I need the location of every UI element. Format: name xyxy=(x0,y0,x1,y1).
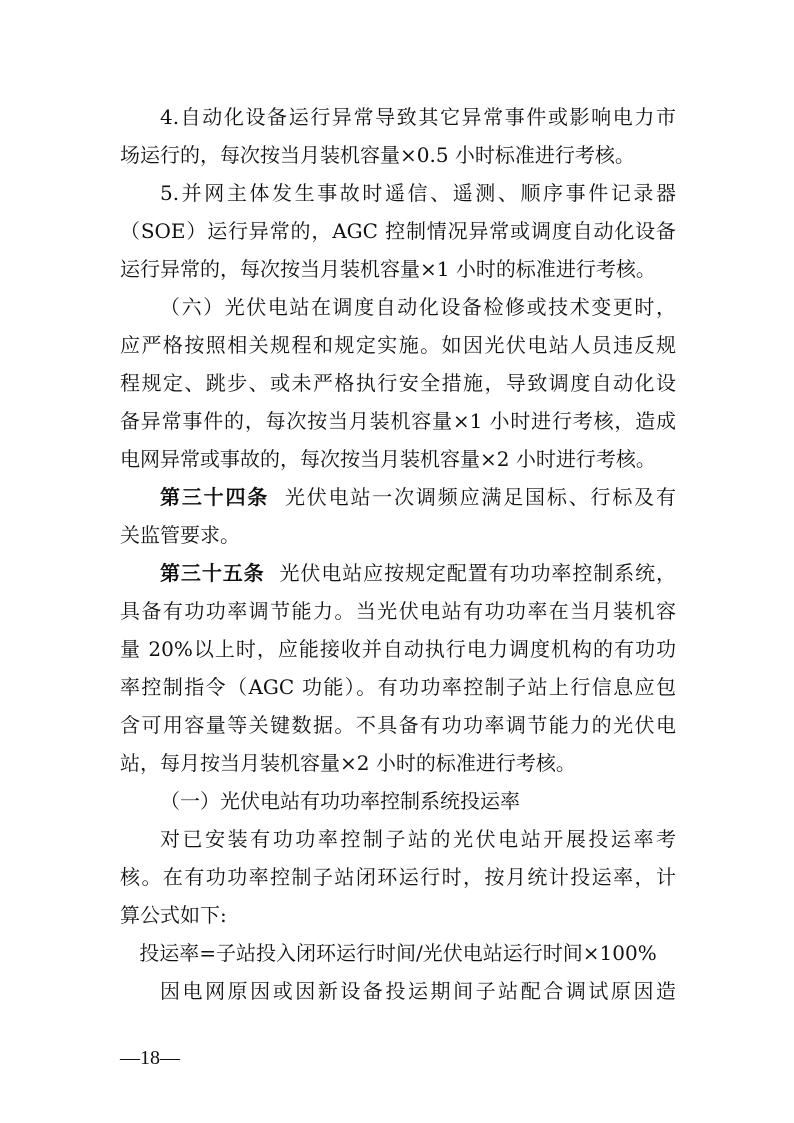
line-text: 场运行的，每次按当月装机容量×0.5 小时标准进行考核。 xyxy=(120,143,635,167)
text-line xyxy=(120,782,676,820)
article-heading: 第三十四条 xyxy=(160,485,270,509)
text-line xyxy=(120,402,676,440)
line-text: 关监管要求。 xyxy=(120,523,240,547)
line-text: （六）光伏电站在调度自动化设备检修或技术变更时， xyxy=(160,295,676,319)
line-text: 对已安装有功功率控制子站的光伏电站开展投运率考 xyxy=(160,827,676,851)
text-line xyxy=(120,364,676,402)
text-line xyxy=(120,858,676,896)
line-text: 备异常事件的，每次按当月装机容量×1 小时进行考核，造成 xyxy=(120,409,676,433)
line-text: 率控制指令（AGC 功能）。有功功率控制子站上行信息应包 xyxy=(120,675,676,699)
text-line xyxy=(120,174,676,212)
line-text: 具备有功功率调节能力。当光伏电站有功功率在当月装机容 xyxy=(120,599,676,623)
page-number: —18— xyxy=(120,1047,180,1069)
text-line xyxy=(120,212,676,250)
text-line xyxy=(120,136,676,174)
line-text: 因电网原因或因新设备投运期间子站配合调试原因造 xyxy=(160,979,676,1003)
line-text: 算公式如下: xyxy=(120,903,227,927)
text-line xyxy=(120,630,676,668)
text-line xyxy=(120,706,676,744)
line-text: 程规定、跳步、或未严格执行安全措施，导致调度自动化设 xyxy=(120,371,676,395)
line-text: 站，每月按当月装机容量×2 小时的标准进行考核。 xyxy=(120,751,576,775)
article-heading: 第三十五条 xyxy=(160,561,265,585)
line-text: （一）光伏电站有功功率控制系统投运率 xyxy=(160,789,520,813)
line-text: 核。在有功功率控制子站闭环运行时，按月统计投运率，计 xyxy=(120,865,676,889)
text-line xyxy=(120,934,676,972)
line-text: 光伏电站一次调频应满足国标、行标及有 xyxy=(283,485,677,509)
line-text: （SOE）运行异常的，AGC 控制情况异常或调度自动化设备 xyxy=(120,219,676,243)
text-line xyxy=(120,820,676,858)
text-line xyxy=(120,440,676,478)
text-line xyxy=(120,896,676,934)
line-text: 量 20%以上时，应能接收并自动执行电力调度机构的有功功 xyxy=(120,637,676,661)
text-line xyxy=(120,972,676,1010)
line-text: 投运率=子站投入闭环运行时间/光伏电站运行时间×100% xyxy=(139,941,657,965)
text-line xyxy=(120,98,676,136)
line-text: 4.自动化设备运行异常导致其它异常事件或影响电力市 xyxy=(160,105,676,129)
text-line xyxy=(120,478,676,516)
line-text: 运行异常的，每次按当月装机容量×1 小时的标准进行考核。 xyxy=(120,257,656,281)
text-line xyxy=(120,668,676,706)
text-line xyxy=(120,516,676,554)
line-text: 应严格按照相关规程和规定实施。如因光伏电站人员违反规 xyxy=(120,333,676,357)
text-line xyxy=(120,326,676,364)
line-text: 含可用容量等关键数据。不具备有功功率调节能力的光伏电 xyxy=(120,713,676,737)
line-text: 5.并网主体发生事故时遥信、遥测、顺序事件记录器 xyxy=(160,181,676,205)
line-text: 电网异常或事故的，每次按当月装机容量×2 小时进行考核。 xyxy=(120,447,656,471)
text-line xyxy=(120,744,676,782)
text-line xyxy=(120,288,676,326)
line-text: 光伏电站应按规定配置有功功率控制系统， xyxy=(278,561,677,585)
text-line xyxy=(120,250,676,288)
text-line xyxy=(120,592,676,630)
document-body xyxy=(120,98,676,1010)
text-line xyxy=(120,554,676,592)
